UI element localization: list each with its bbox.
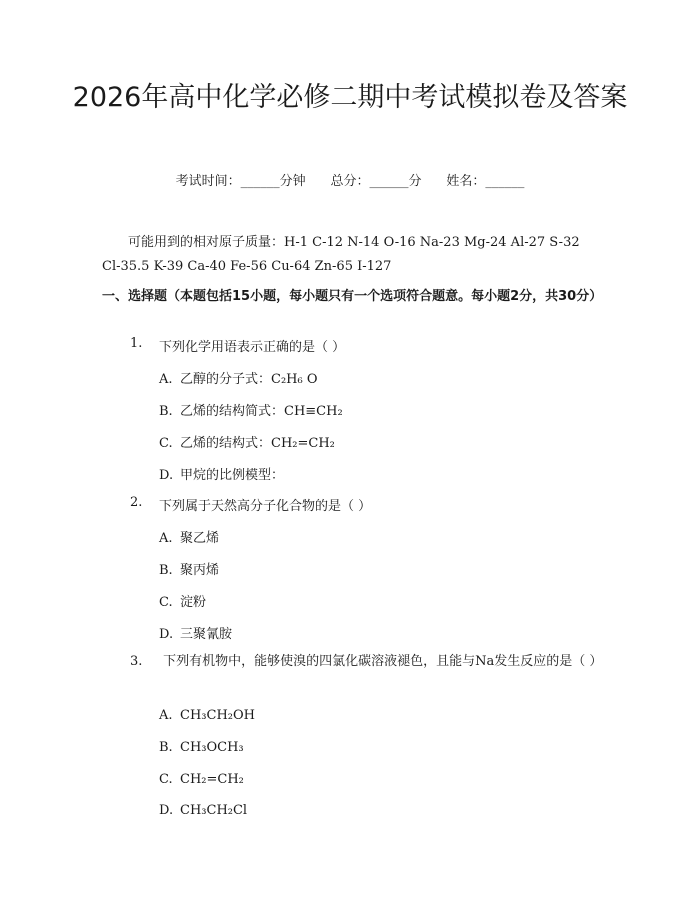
atomic-masses-line-1: 可能用到的相对原子质量：H-1 C-12 N-14 O-16 Na-23 Mg-24 Al-27 S-32	[128, 235, 580, 250]
score-label: 总分：	[330, 174, 370, 189]
option-letter: D.	[159, 627, 174, 642]
option-text: CH₂=CH₂	[180, 772, 244, 787]
option-letter: A.	[159, 372, 173, 387]
option-a	[159, 527, 219, 546]
option-text: CH₃OCH₃	[180, 740, 244, 755]
option-letter: A.	[159, 708, 173, 723]
question-text: 下列属于天然高分子化合物的是（ ）	[159, 499, 372, 514]
option-text: 三聚氰胺	[180, 627, 233, 642]
option-c	[159, 772, 244, 787]
option-letter: A.	[159, 531, 173, 546]
option-a	[159, 368, 318, 387]
option-c	[159, 591, 206, 610]
time-unit: 分钟	[279, 174, 306, 189]
option-text: 乙烯的结构式：CH₂=CH₂	[180, 436, 335, 451]
option-text: 淀粉	[180, 595, 207, 610]
option-letter: C.	[159, 595, 173, 610]
option-letter: D.	[159, 468, 174, 483]
option-c	[159, 432, 335, 451]
option-letter: B.	[159, 563, 173, 578]
page-title: 2026年高中化学必修二期中考试模拟卷及答案	[72, 82, 628, 113]
option-text: CH₃CH₂Cl	[180, 803, 248, 818]
question-number: 1.	[130, 336, 143, 351]
option-text: 乙烯的结构简式：CH≡CH₂	[180, 404, 343, 419]
option-text: 聚丙烯	[180, 563, 220, 578]
option-b	[159, 559, 219, 578]
option-b	[159, 740, 244, 755]
time-blank: ______	[240, 174, 280, 189]
option-a	[159, 708, 255, 723]
option-text: CH₃CH₂OH	[180, 708, 255, 723]
atomic-masses	[102, 231, 602, 279]
question-number: 3.	[130, 654, 143, 669]
section-heading: 一、选择题（本题包括15小题，每小题只有一个选项符合题意。每小题2分，共30分）	[102, 289, 603, 304]
atomic-masses-line-2: Cl-35.5 K-39 Ca-40 Fe-56 Cu-64 Zn-65 I-127	[102, 259, 392, 274]
question-text: 下列有机物中，能够使溴的四氯化碳溶液褪色，且能与Na发生反应的是（ ）	[163, 654, 603, 669]
question-3	[102, 650, 602, 674]
option-letter: B.	[159, 404, 173, 419]
question-number: 2.	[130, 495, 143, 510]
option-text: 甲烷的比例模型：	[180, 468, 285, 483]
option-d	[159, 803, 247, 818]
time-label: 考试时间：	[175, 174, 241, 189]
name-label: 姓名：	[446, 174, 486, 189]
score-blank: ______	[369, 174, 409, 189]
option-text: 聚乙烯	[180, 531, 220, 546]
name-blank: ______	[485, 174, 525, 189]
option-letter: D.	[159, 803, 174, 818]
question-text: 下列化学用语表示正确的是（ ）	[159, 340, 346, 355]
exam-info-line	[0, 170, 700, 189]
option-letter: C.	[159, 772, 173, 787]
option-d	[159, 623, 232, 642]
option-d	[159, 464, 284, 483]
option-letter: C.	[159, 436, 173, 451]
option-text: 乙醇的分子式：C₂H₆ O	[180, 372, 318, 387]
option-b	[159, 400, 343, 419]
score-unit: 分	[408, 174, 422, 189]
option-letter: B.	[159, 740, 173, 755]
